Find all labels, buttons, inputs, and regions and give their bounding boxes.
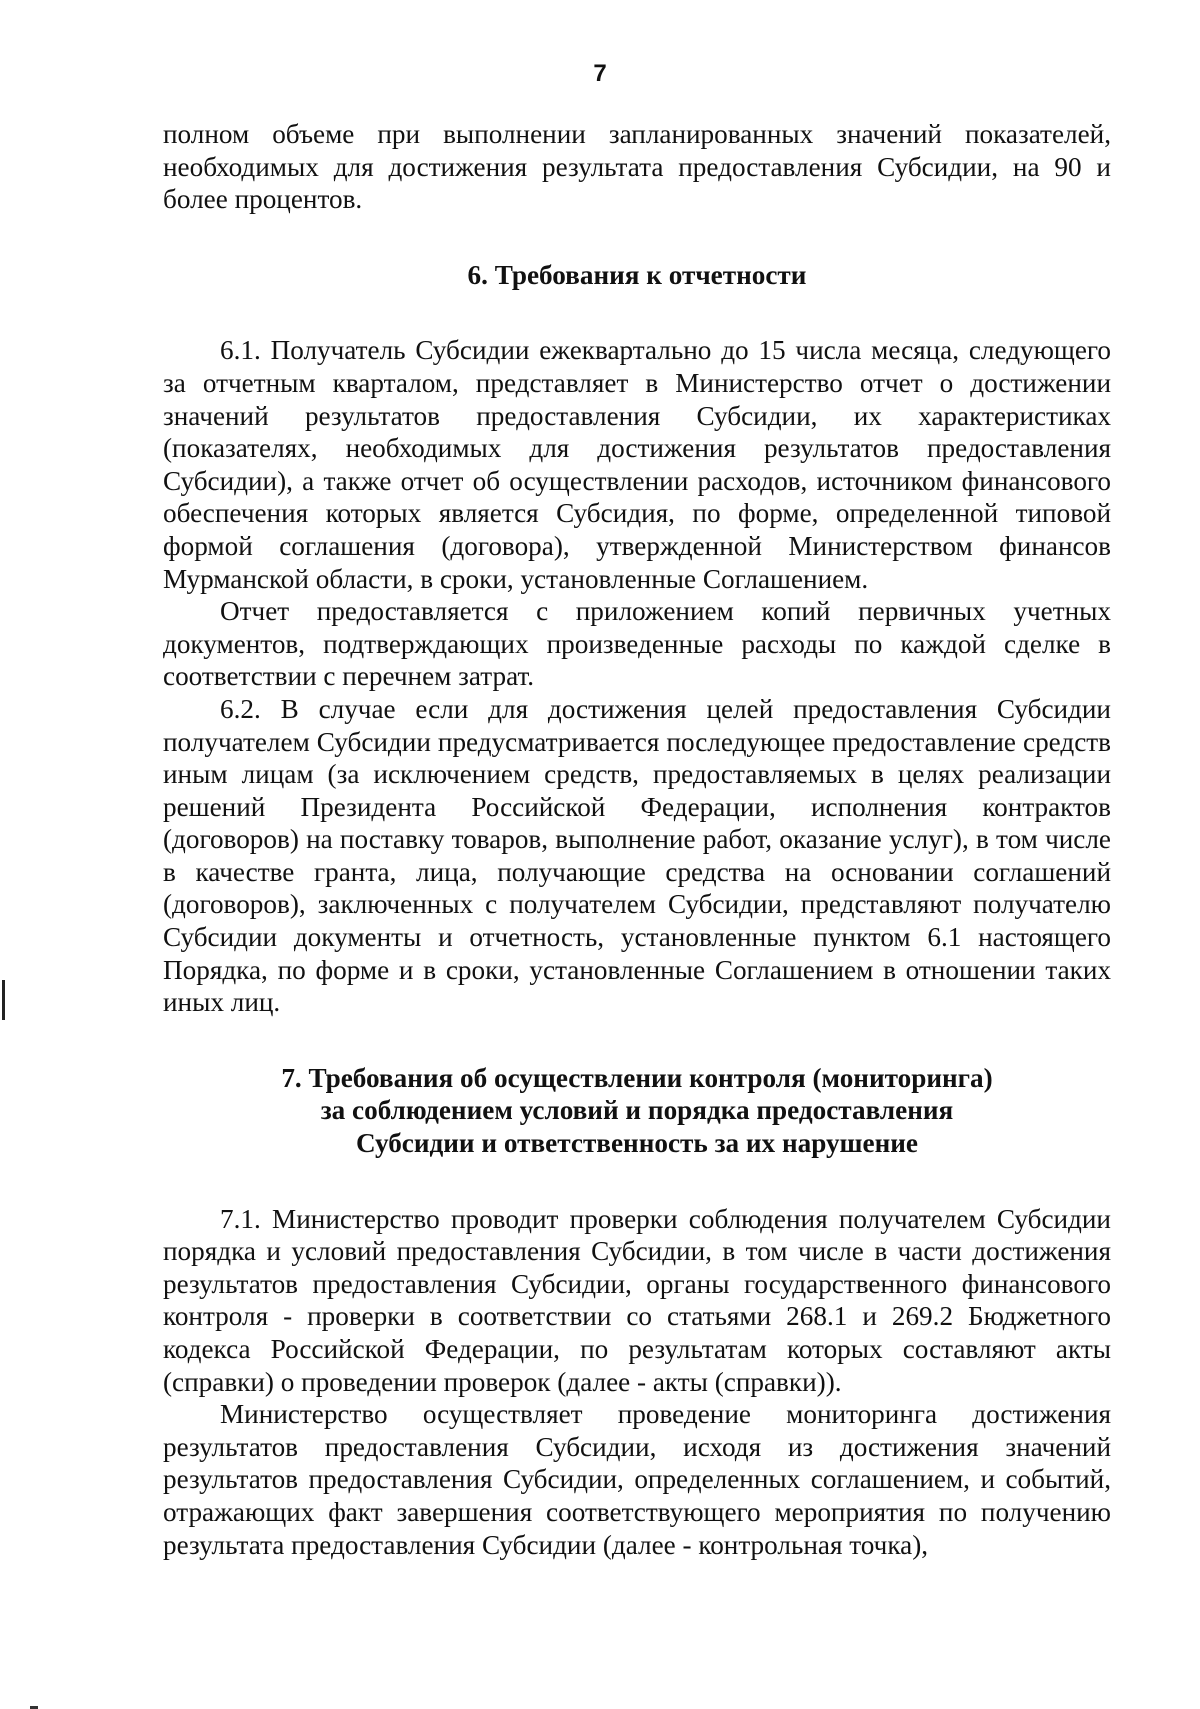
paragraph-6-2: 6.2. В случае если для достижения целей предоставления Субсидии получателем Субсидии предусматривается последующее предоставление средств иным лицам (за исключением средств, предоставляемых в целях реализации решений Президента Российской Федерации, исполнения контрактов (договоров) на поставку товаров, выполнение работ, оказание услуг), в том числе в качестве гранта, лица, получающие средства на основании соглашений (договоров), заключенных с получателем Субсидии, представляют получателю Субсидии документы и отчетность, установленные пунктом 6.1 настоящего Порядка, по форме и в сроки, установленные Соглашением в отношении таких иных лиц. [163,693,1111,1018]
section-7-heading [163,1062,1111,1160]
document-body [163,118,1111,1561]
section-6-heading: 6. Требования к отчетности [467,259,807,290]
paragraph-6-1-report: Отчет предоставляется с приложением копий первичных учетных документов, подтверждающих произведенные расходы по каждой сделке в соответствии с перечнем затрат. [163,596,1111,692]
scan-artifact-mark [2,980,5,1020]
section-7-heading-line: Субсидии и ответственность за их нарушение [356,1128,918,1159]
paragraph-continuation: полном объеме при выполнении запланированных значений показателей, необходимых для достижения результата предоставления Субсидии, на 90 и более процентов. [163,119,1111,215]
paragraph-6-1: 6.1. Получатель Субсидии ежеквартально до 15 числа месяца, следующего за отчетным кварталом, представляет в Министерство отчет о достижении значений результатов предоставления Субсидии, их характеристиках (показателях, необходимых для достижения результатов предоставления Субсидии), а также отчет об осуществлении расходов, источником финансового обеспечения которых является Субсидия, по форме, определенной типовой формой соглашения (договора), утвержденной Министерством финансов Мурманской области, в сроки, установленные Соглашением. [163,335,1111,594]
section-7-heading-line: за соблюдением условий и порядка предоставления [320,1095,954,1126]
section-7-heading-line: 7. Требования об осуществлении контроля (мониторинга) [281,1062,993,1093]
paragraph-7-1: 7.1. Министерство проводит проверки соблюдения получателем Субсидии порядка и условий предоставления Субсидии, в том числе в части достижения результатов предоставления Субсидии, органы государственного финансового контроля - проверки в соответствии со статьями 268.1 и 269.2 Бюджетного кодекса Российской Федерации, по результатам которых составляют акты (справки) о проведении проверок (далее - акты (справки)). [163,1203,1111,1397]
page-number: 7 [593,60,607,87]
paragraph-7-1-monitoring: Министерство осуществляет проведение мониторинга достижения результатов предоставления Субсидии, исходя из достижения значений результатов предоставления Субсидии, определенных соглашением, и событий, отражающих факт завершения соответствующего мероприятия по получению результата предоставления Субсидии (далее - контрольная точка), [163,1399,1111,1560]
